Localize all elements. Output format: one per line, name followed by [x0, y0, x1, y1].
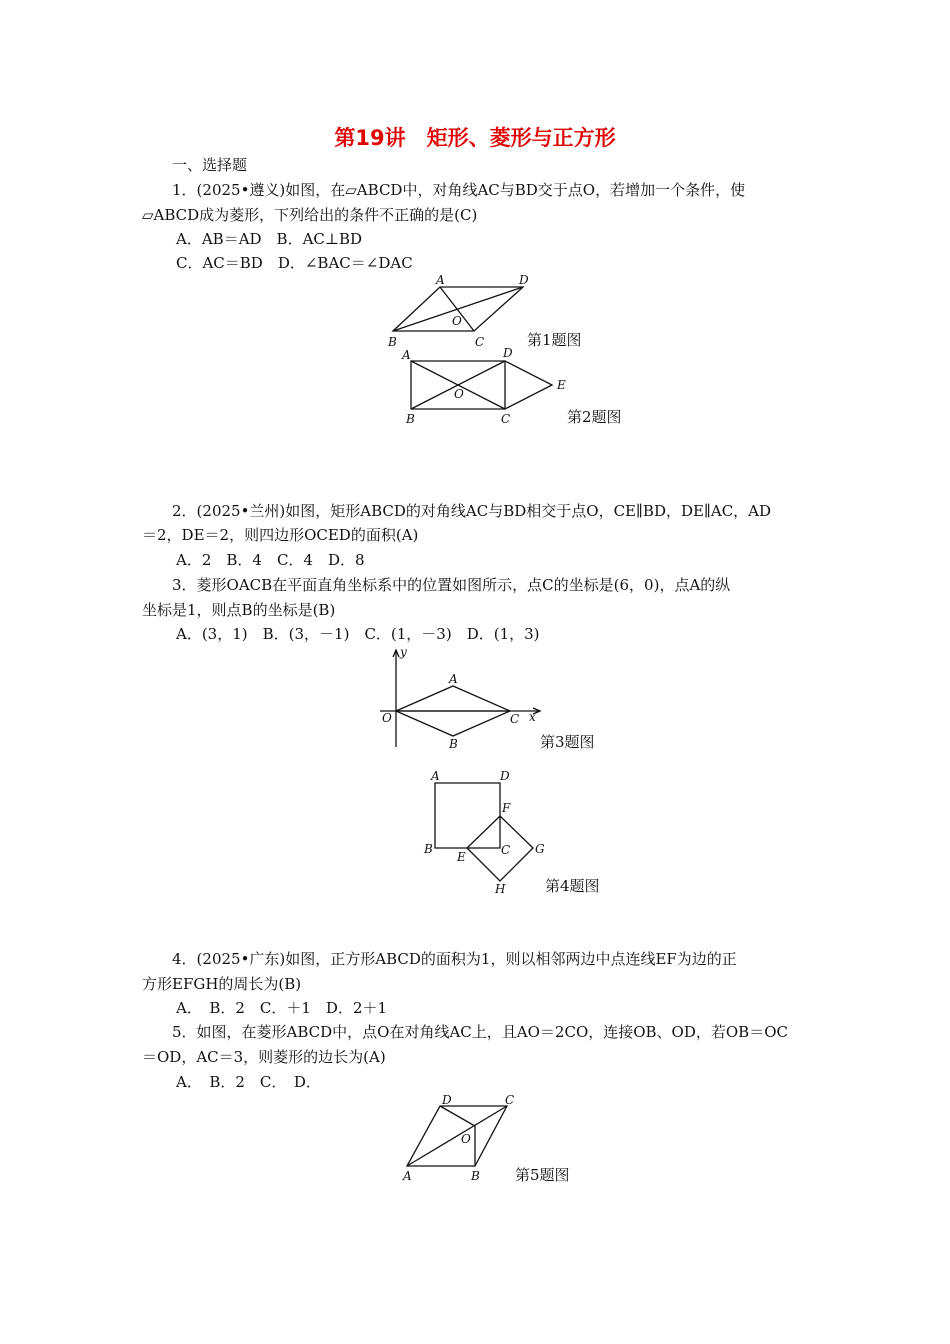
q1-options-ab: A．AB＝AD B．AC⊥BD	[176, 230, 363, 248]
fig1-label-a: A	[436, 273, 445, 287]
fig4-label-d: D	[500, 769, 510, 783]
fig1-label-b: B	[388, 335, 397, 349]
fig5-label-o: O	[461, 1132, 471, 1146]
q2-options: A．2 B．4 C．4 D．8	[176, 551, 365, 569]
q4-options: A． B．2 C．＋1 D．2＋1	[176, 999, 388, 1017]
fig4-label-g: G	[535, 842, 545, 856]
figure-3-coordinate-rhombus	[380, 645, 540, 751]
fig1-label-c: C	[475, 335, 485, 349]
fig5-label-b: B	[471, 1169, 480, 1183]
fig2-label-c: C	[501, 412, 511, 426]
fig3-label-a: A	[449, 672, 458, 686]
fig4-label-c: C	[501, 843, 511, 857]
fig3-label-c: C	[510, 712, 520, 726]
figure-2-rectangle	[401, 346, 566, 426]
fig2-label-b: B	[406, 412, 415, 426]
q3-line1: 3．菱形OACB在平面直角坐标系中的位置如图所示，点C的坐标是(6，0)，点A的纵	[172, 576, 731, 594]
q3-line2: 坐标是1，则点B的坐标是(B)	[142, 601, 336, 619]
fig2-label-d: D	[503, 346, 513, 360]
fig5-caption: 第5题图	[515, 1166, 570, 1184]
fig3-label-y: y	[400, 645, 407, 659]
fig4-label-f: F	[502, 801, 511, 815]
fig5-label-a: A	[403, 1169, 412, 1183]
q2-line2: ＝2，DE＝2，则四边形OCED的面积(A)	[142, 526, 419, 544]
fig2-caption: 第2题图	[567, 408, 622, 426]
fig4-caption: 第4题图	[545, 877, 600, 895]
fig2-label-e: E	[557, 378, 566, 392]
fig4-label-h: H	[495, 882, 506, 896]
q1-options-cd: C．AC＝BD D．∠BAC＝∠DAC	[176, 254, 413, 272]
figure-4-squares	[423, 769, 545, 896]
fig1-label-o: O	[452, 314, 462, 328]
q1-line1: 1．(2025•遵义)如图，在▱ABCD中，对角线AC与BD交于点O，若增加一个条件，使	[172, 181, 746, 199]
figure-5-rhombus	[402, 1093, 514, 1183]
fig2-label-a: A	[402, 348, 411, 362]
q3-options: A．(3，1) B．(3，－1) C．(1，－3) D．(1，3)	[176, 625, 540, 643]
q5-line1: 5．如图，在菱形ABCD中，点O在对角线AC上，且AO＝2CO，连接OB、OD，若OB＝OC	[172, 1023, 788, 1041]
fig3-caption: 第3题图	[540, 733, 595, 751]
q2-line1: 2．(2025•兰州)如图，矩形ABCD的对角线AC与BD相交于点O，CE∥BD，DE∥AC，AD	[172, 502, 772, 520]
q4-line1: 4．(2025•广东)如图，正方形ABCD的面积为1，则以相邻两边中点连线EF为边的正	[172, 950, 737, 968]
fig2-label-o: O	[454, 387, 464, 401]
fig4-label-b: B	[424, 842, 433, 856]
q5-line2: ＝OD，AC＝3，则菱形的边长为(A)	[142, 1048, 386, 1066]
fig1-label-d: D	[519, 273, 529, 287]
fig5-label-d: D	[442, 1093, 452, 1107]
fig5-label-c: C	[505, 1093, 515, 1107]
fig3-label-x: x	[529, 710, 536, 724]
fig1-caption: 第1题图	[527, 331, 582, 349]
section-heading: 一、选择题	[172, 156, 248, 174]
fig3-label-b: B	[449, 737, 458, 751]
fig4-label-a: A	[431, 769, 440, 783]
figure-1-parallelogram	[387, 273, 529, 349]
page-title: 第19讲 矩形、菱形与正方形	[334, 126, 616, 150]
fig4-label-e: E	[457, 850, 466, 864]
q5-options: A． B．2 C． D．	[176, 1073, 321, 1091]
q1-line2: ▱ABCD成为菱形，下列给出的条件不正确的是(C)	[142, 206, 478, 224]
fig3-label-o: O	[382, 711, 392, 725]
q4-line2: 方形EFGH的周长为(B)	[142, 975, 302, 993]
